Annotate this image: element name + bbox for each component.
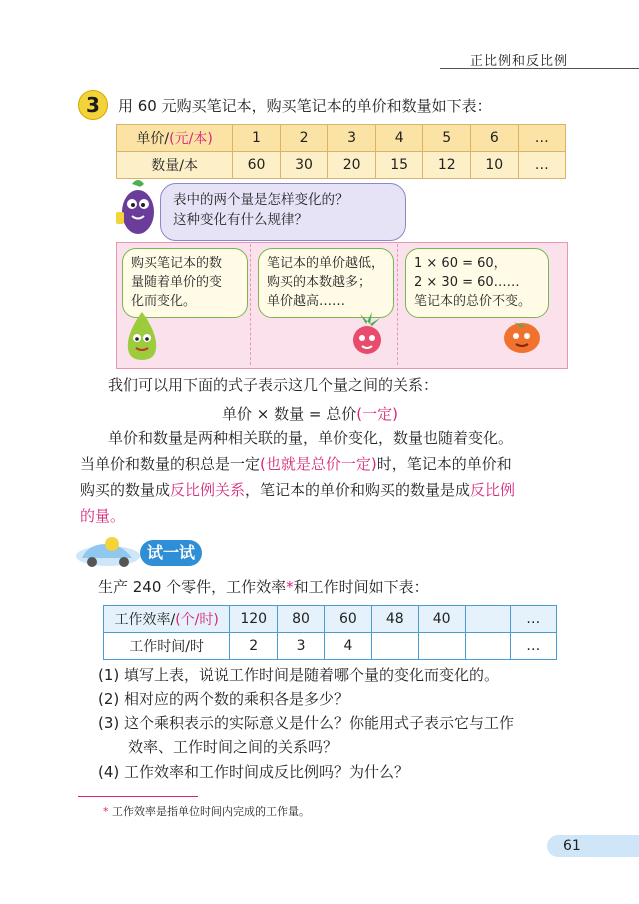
row-header bbox=[117, 125, 233, 152]
bubble-line: 笔记本的总价不变。 bbox=[414, 294, 532, 309]
text-span: ，笔记本的单价和购买的数量是成 bbox=[245, 481, 471, 499]
table-cell: 80 bbox=[278, 606, 325, 633]
question-1: (1) 填写上表，说说工作时间是随着哪个量的变化而变化的。 bbox=[98, 666, 500, 684]
table-cell: 40 bbox=[418, 606, 465, 633]
page-number: 61 bbox=[563, 838, 581, 854]
bubble-line: 2 × 30 = 60…… bbox=[414, 275, 520, 290]
table-cell: 10 bbox=[471, 152, 519, 179]
footnote bbox=[103, 803, 310, 819]
table-cell: 4 bbox=[375, 125, 423, 152]
bubble-line: 表中的两个量是怎样变化的？ bbox=[173, 192, 349, 208]
try-it-statement bbox=[98, 574, 429, 600]
highlight-text: 反比例 bbox=[470, 481, 516, 499]
price-quantity-table bbox=[116, 124, 566, 179]
table-cell: 2 bbox=[230, 633, 278, 660]
row-unit: (元/本) bbox=[169, 131, 213, 147]
table-cell: 60 bbox=[324, 606, 371, 633]
table-cell: 2 bbox=[280, 125, 328, 152]
formula bbox=[222, 403, 398, 424]
question-bubble bbox=[160, 183, 406, 241]
table-cell: 120 bbox=[230, 606, 278, 633]
paragraph-line: 的量。 bbox=[80, 507, 126, 525]
bubble-line: 笔记本的单价越低， bbox=[267, 256, 385, 271]
question-3: (3) 这个乘积表示的实际意义是什么？你能用式子表示它与工作 bbox=[98, 714, 515, 732]
text-span: 生产 240 个零件，工作效率 bbox=[98, 578, 287, 596]
chapter-title: 正比例和反比例 bbox=[470, 54, 569, 69]
paragraph-line bbox=[80, 451, 512, 477]
table-cell: 30 bbox=[280, 152, 328, 179]
table-cell: 5 bbox=[423, 125, 471, 152]
text-span: 时，笔记本的单价和 bbox=[376, 455, 512, 473]
table-row bbox=[104, 606, 557, 633]
table-cell: 1 bbox=[233, 125, 281, 152]
table-row bbox=[117, 152, 566, 179]
table-cell bbox=[465, 606, 510, 633]
tomato-mascot-icon bbox=[494, 312, 550, 358]
bubble-line: 购买的本数越多； bbox=[267, 275, 372, 290]
table-cell: … bbox=[518, 125, 565, 152]
table-row bbox=[104, 633, 557, 660]
radish-mascot-icon bbox=[346, 310, 388, 358]
paragraph-line bbox=[80, 477, 515, 503]
footnote-divider bbox=[78, 796, 198, 797]
highlight-text: (也就是总价一定) bbox=[260, 455, 377, 473]
question-3-cont: 效率、工作时间之间的关系吗？ bbox=[128, 738, 339, 756]
question-4: (4) 工作效率和工作时间成反比例吗？为什么？ bbox=[98, 763, 410, 781]
row-label: 工作效率/ bbox=[114, 612, 176, 628]
intro-text: 我们可以用下面的式子表示这几个量之间的关系： bbox=[108, 376, 439, 394]
eggplant-mascot-icon bbox=[112, 176, 164, 238]
car-icon bbox=[72, 534, 142, 570]
table-cell: … bbox=[510, 606, 557, 633]
formula-main: 单价 × 数量 = 总价 bbox=[222, 405, 357, 423]
bubble-line: 这种变化有什么规律？ bbox=[173, 212, 308, 228]
table-cell bbox=[418, 633, 465, 660]
table-cell: 20 bbox=[328, 152, 376, 179]
table-cell: 3 bbox=[328, 125, 376, 152]
problem-statement: 用 60 元购买笔记本，购买笔记本的单价和数量如下表： bbox=[118, 97, 492, 115]
table-cell: … bbox=[510, 633, 557, 660]
page-number-tab bbox=[547, 835, 639, 857]
bubble-line: 1 × 60 = 60， bbox=[414, 256, 507, 271]
footnote-text: 工作效率是指单位时间内完成的工作量。 bbox=[112, 805, 310, 818]
panel-divider bbox=[250, 244, 251, 365]
formula-note: (一定) bbox=[356, 405, 398, 423]
speech-bubble-2 bbox=[258, 248, 394, 318]
table-cell: 15 bbox=[375, 152, 423, 179]
header-divider bbox=[440, 68, 639, 69]
row-header bbox=[104, 606, 230, 633]
table-cell: 6 bbox=[471, 125, 519, 152]
try-it-label: 试一试 bbox=[140, 540, 202, 566]
bubble-line: 量随着单价的变 bbox=[131, 275, 223, 290]
footnote-star: * bbox=[286, 578, 294, 596]
row-unit: (个/时) bbox=[175, 612, 219, 628]
table-cell: … bbox=[518, 152, 565, 179]
table-cell bbox=[371, 633, 418, 660]
text-span: 当单价和数量的积总是一定 bbox=[80, 455, 261, 473]
table-cell: 60 bbox=[233, 152, 281, 179]
problem-number-badge: 3 bbox=[78, 90, 108, 120]
table-cell: 12 bbox=[423, 152, 471, 179]
text-span: 购买的数量成 bbox=[80, 481, 171, 499]
row-label: 单价/ bbox=[136, 131, 170, 147]
row-header: 工作时间/时 bbox=[104, 633, 230, 660]
bubble-line: 购买笔记本的数 bbox=[131, 256, 223, 271]
row-header: 数量/本 bbox=[117, 152, 233, 179]
bubble-line: 单价越高…… bbox=[267, 294, 346, 309]
bubble-line: 化而变化。 bbox=[131, 294, 197, 309]
efficiency-time-table bbox=[103, 605, 557, 660]
text-span: 和工作时间如下表： bbox=[293, 578, 429, 596]
speech-bubble-3 bbox=[405, 248, 549, 318]
table-cell: 3 bbox=[278, 633, 325, 660]
table-cell: 4 bbox=[324, 633, 371, 660]
table-cell bbox=[465, 633, 510, 660]
table-row bbox=[117, 125, 566, 152]
pear-mascot-icon bbox=[118, 308, 166, 364]
table-cell: 48 bbox=[371, 606, 418, 633]
highlight-text: 反比例关系 bbox=[170, 481, 246, 499]
question-2: (2) 相对应的两个数的乘积各是多少？ bbox=[98, 690, 350, 708]
panel-divider bbox=[397, 244, 398, 365]
footnote-star: * bbox=[103, 805, 109, 818]
paragraph-line: 单价和数量是两种相关联的量，单价变化，数量也随着变化。 bbox=[108, 429, 514, 447]
